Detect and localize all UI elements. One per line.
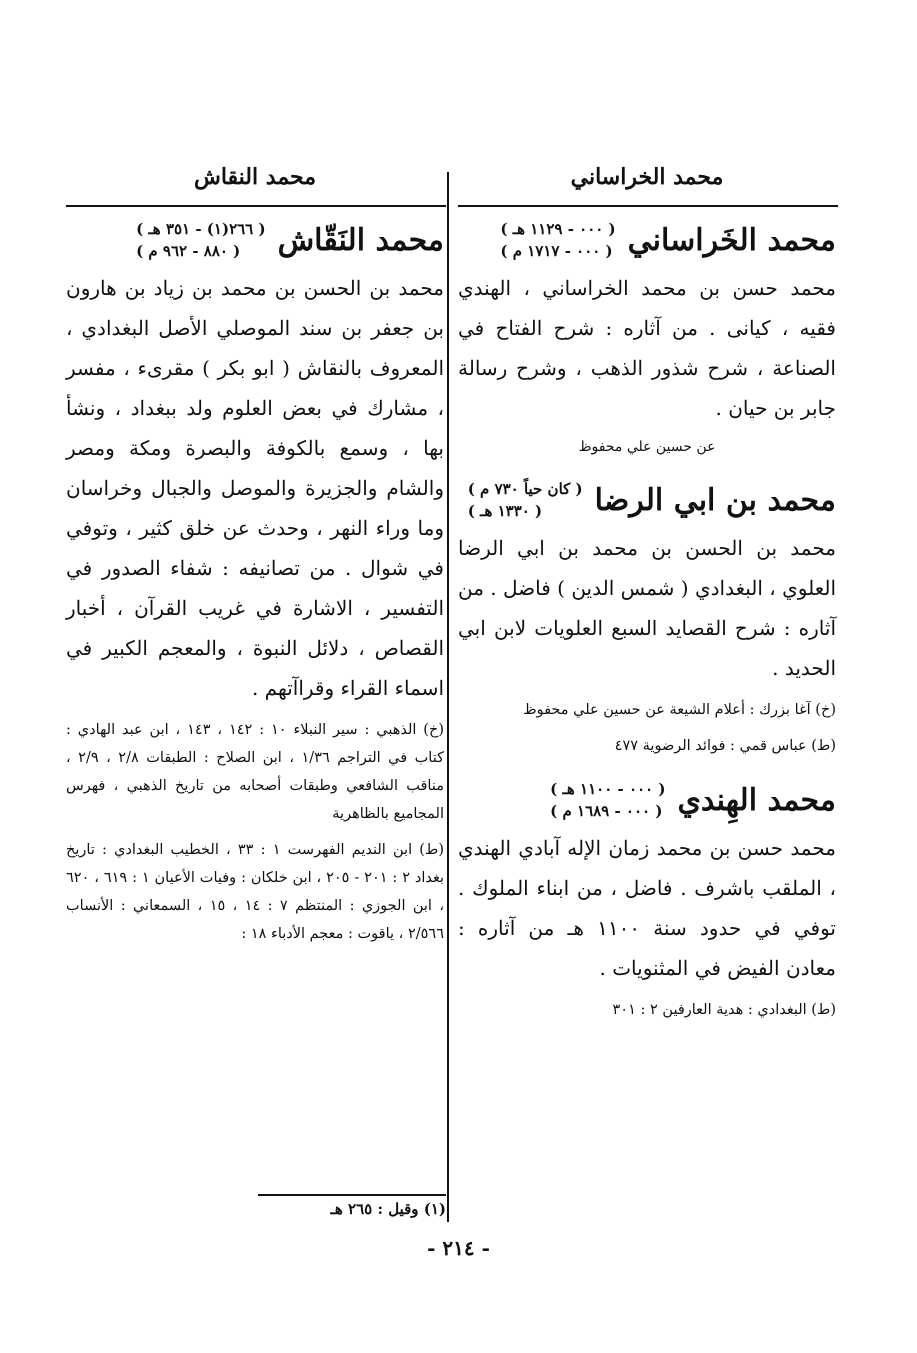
entry-khurasani	[458, 218, 836, 460]
dates-hijri: ( ٢٦٦(١) - ٣٥١ هـ )	[136, 220, 266, 238]
entry-name: محمد الهِندي	[677, 782, 836, 818]
dates-gregorian: ( ٠٠٠ - ١٧١٧ م )	[500, 242, 613, 260]
left-column	[66, 160, 444, 966]
entry-heading	[66, 218, 444, 262]
dates-hijri: ( ٠٠٠ - ١١٢٩ هـ )	[500, 220, 616, 238]
entry-body: محمد بن الحسن بن محمد بن ابي الرضا العلوي ، البغدادي ( شمس الدين ) فاضل . من آثاره : شرح القصايد السبع العلويات لابن ابي الحديد .	[458, 536, 836, 680]
entry-dates	[500, 218, 615, 262]
source-manuscript: (خ) الذهبي : سير النبلاء ١٠ : ١٤٢ ، ١٤٣ ، ابن عبد الهادي : كتاب في التراجم ١/٣٦ ، ابن الصلاح : الطبقات ٢/٨ ، ٢/٩ ، مناقب الشافعي وطبقات أصحابه من تاريخ الذهبي ، فهرس المجاميع بالظاهرية	[66, 722, 445, 822]
column-divider	[447, 172, 449, 1222]
entry-ibn-abi-al-rida	[458, 478, 836, 760]
entry-dates	[136, 218, 265, 262]
source-printed: (ط) عباس قمي : فوائد الرضوية ٤٧٧	[614, 738, 836, 754]
entry-body: محمد بن الحسن بن محمد بن زياد بن هارون بن جعفر بن سند الموصلي الأصل البغدادي ، المعروف بالنقاش ( ابو بكر ) مقرىء ، مفسر ، مشارك في بعض العلوم ولد ببغداد ، ونشأ بها ، وسمع بالكوفة والبصرة ومكة ومصر والشام والجزيرة والموصل والجبال وخراسان وما وراء النهر ، وحدث عن خلق كثير ، وتوفي في شوال . من تصانيفه : شفاء الصدور في التفسير ، الاشارة في غريب القرآن ، أخبار القصاص ، دلائل النبوة ، والمعجم الكبير في اسماء القراء وقراآتهم .	[66, 276, 444, 700]
entry-heading	[458, 218, 836, 262]
entry-name: محمد بن ابي الرضا	[594, 482, 836, 518]
entry-dates	[550, 778, 665, 822]
page-number: - ٢١٤ -	[427, 1236, 490, 1260]
entry-heading	[458, 478, 836, 522]
entry-body: محمد حسن بن محمد الخراساني ، الهندي فقيه ، كيانى . من آثاره : شرح الفتاح في الصناعة ، شرح شذور الذهب ، وشرح رسالة جابر بن حيان .	[458, 276, 836, 420]
source-printed: (ط) ابن النديم الفهرست ١ : ٣٣ ، الخطيب البغدادي : تاريخ بغداد ٢ : ٢٠١ - ٢٠٥ ، ابن خلكان : وفيات الأعيان ١ : ٦١٩ ، ٦٢٠ ، ابن الجوزي : المنتظم ٧ : ١٤ ، ١٥ ، السمعاني : الأنساب ٢/٥٦٦ ، ياقوت : معجم الأدباء ١٨ :	[66, 842, 445, 942]
entry-dates	[468, 478, 583, 522]
dates-gregorian: ( ١٣٣٠ هـ )	[467, 502, 543, 520]
dates-hijri: ( ٠٠٠ - ١١٠٠ هـ )	[550, 780, 666, 798]
entry-heading	[458, 778, 836, 822]
footnote: (١) وقيل : ٢٦٥ هـ	[330, 1200, 446, 1218]
right-column	[458, 160, 836, 1042]
dates-gregorian: ( ٠٠٠ - ١٦٨٩ م )	[550, 802, 663, 820]
dates-hijri: ( كان حياً ٧٣٠ م )	[467, 480, 583, 498]
entry-al-hindi	[458, 778, 836, 1024]
entry-name: محمد النَقّاش	[277, 222, 444, 258]
source-printed: (ط) البغدادي : هدية العارفين ٢ : ٣٠١	[612, 1002, 836, 1018]
source-manuscript: (خ) آغا بزرك : أعلام الشيعة عن حسين علي محفوظ	[523, 702, 836, 718]
entry-name: محمد الخَراساني	[627, 222, 836, 258]
entry-al-naqqash	[66, 218, 444, 948]
entry-body: محمد حسن بن محمد زمان الإله آبادي الهندي ، الملقب باشرف . فاضل ، من ابناء الملوك . توفي في حدود سنة ١١٠٠ هـ من آثاره : معادن الفيض في المثنويات .	[458, 836, 836, 980]
dates-gregorian: ( ٨٨٠ - ٩٦٢ م )	[136, 242, 241, 260]
source-author: عن حسين علي محفوظ	[578, 439, 716, 455]
running-head-right: محمد الخراساني	[570, 164, 724, 190]
running-head-left: محمد النقاش	[193, 164, 317, 190]
footnote-rule	[258, 1194, 446, 1196]
